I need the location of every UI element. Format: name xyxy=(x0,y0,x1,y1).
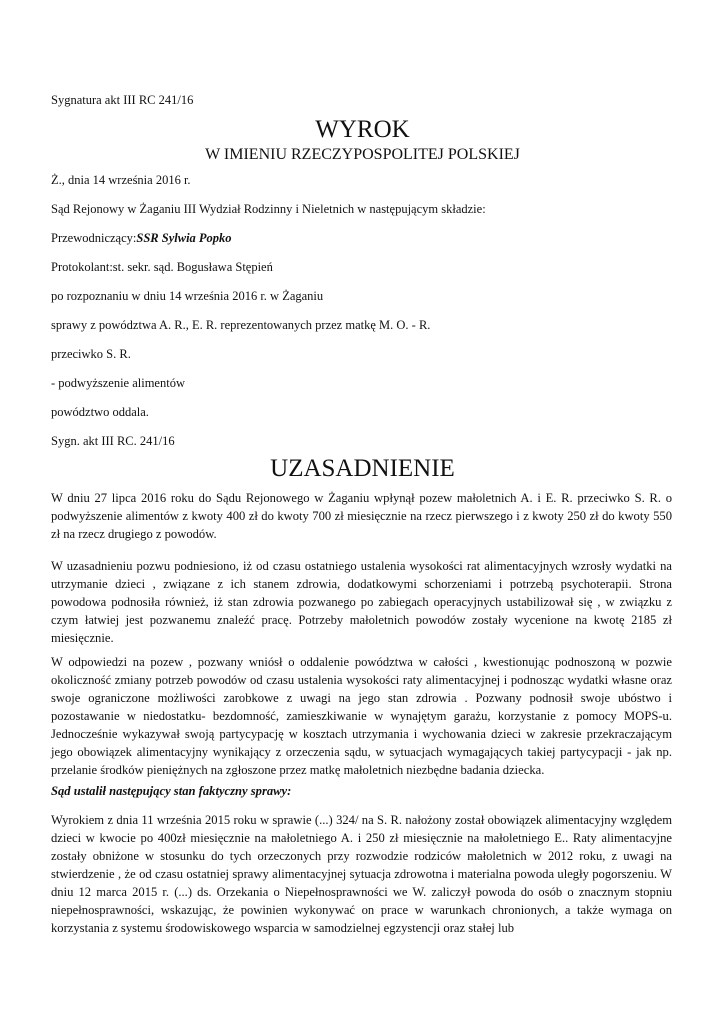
facts-paragraph: Wyrokiem z dnia 11 września 2015 roku w sprawie (...) 324/ na S. R. nałożony został obowiązek alimentacyjny względem dzieci w kwocie po 400zł miesięcznie na małoletniego A. i 250 zł miesięcznie na małoletniego E.. Raty alimentacyjne zostały obniżone w stosunku do tych orzeczonych przy rozwodzie rodziców małoletnich w 2012 roku, z uwagi na stwierdzenie , że od czasu ostatniej sprawy alimentacyjnej sytuacja zdrowotna i materialna powoda uległy pogorszeniu. W dniu 12 marca 2015 r. (...) ds. Orzekania o Niepełnosprawności we W. zaliczył powoda do osób o znacznym stopniu niepełnosprawności, wskazując, że powinien wykonywać on prace w warunkach chronionych, a także wymaga on korzystania z systemu środowiskowego wsparcia w samodzielnej egzystencji oraz stałej lub xyxy=(51,813,672,935)
hearing-line: po rozpoznaniu w dniu 14 września 2016 r. w Żaganiu xyxy=(51,289,324,303)
facts-heading: Sąd ustalił następujący stan faktyczny sprawy: xyxy=(51,784,292,798)
justification-paragraph-3: W odpowiedzi na pozew , pozwany wniósł o oddalenie powództwa w całości , kwestionując podnoszoną w pozwie okoliczność zmiany potrzeb powodów od czasu ustalenia wysokości raty alimentacyjnej i podnosząc wydatki własne oraz swoje ograniczone możliwości zarobkowe z uwagi na jego stan zdrowia . Pozwany podnosił swoje ubóstwo i pozostawanie w niedostatku- bezdomność, zamieszkiwanie w wynajętym garażu, korzystanie z pomocy MOPS-u. Jednocześnie wykazywał swoją partycypację w kosztach utrzymania i wychowania dzieci w zakresie przekraczającym jego obowiązek alimentacyjny wynikający z orzeczenia sądu, w sytuacjach wymagających takiej partycypacji - jak np. przelanie środków pieniężnych na zgłoszone przez matkę małoletnich niezbędne badania dziecka. xyxy=(51,655,672,777)
judgment-subtitle: W IMIENIU RZECZYPOSPOLITEJ POLSKIEJ xyxy=(205,146,520,163)
case-signature: Sygnatura akt III RC 241/16 xyxy=(51,93,194,107)
court-composition: Sąd Rejonowy w Żaganiu III Wydział Rodzinny i Nieletnich w następującym składzie: xyxy=(51,202,486,216)
justification-paragraph-1: W dniu 27 lipca 2016 roku do Sądu Rejonowego w Żaganiu wpłynął pozew małoletnich A. i E. R. przeciwko S. R. o podwyższenie alimentów z kwoty 400 zł do kwoty 700 zł miesięcznie na rzecz pierwszego i z kwoty 250 zł do kwoty 550 zł na rzecz drugiego z powodów. xyxy=(51,491,672,541)
ruling-line: powództwo oddala. xyxy=(51,405,149,419)
judgment-date: Ż., dnia 14 września 2016 r. xyxy=(51,173,191,187)
justification-paragraph-2: W uzasadnieniu pozwu podniesiono, iż od czasu ostatniego ustalenia wysokości rat alimentacyjnych wzrosły wydatki na utrzymanie dzieci , związane z ich stanem zdrowia, dodatkowymi schorzeniami i potrzebą psychoterapii. Strona powodowa podnosiła również, iż stan zdrowia pozwanego po zabiegach operacyjnych ustabilizował się , w związku z czym łatwiej jest pozwanemu znaleźć pracę. Potrzeby małoletnich powodów zostały wycenione na kwotę 2185 zł miesięcznie. xyxy=(51,559,672,645)
defendant-line: przeciwko S. R. xyxy=(51,347,131,361)
case-parties-line: sprawy z powództwa A. R., E. R. reprezentowanych przez matkę M. O. - R. xyxy=(51,318,431,332)
justification-title: UZASADNIENIE xyxy=(270,455,455,482)
judgment-title: WYROK xyxy=(315,116,410,143)
reference-line: Sygn. akt III RC. 241/16 xyxy=(51,434,175,448)
presiding-judge xyxy=(51,230,232,246)
presiding-name: SSR Sylwia Popko xyxy=(136,231,232,245)
presiding-label: Przewodniczący: xyxy=(51,231,137,245)
clerk-line: Protokolant:st. sekr. sąd. Bogusława Stępień xyxy=(51,260,273,274)
case-subject-line: - podwyższenie alimentów xyxy=(51,376,185,390)
